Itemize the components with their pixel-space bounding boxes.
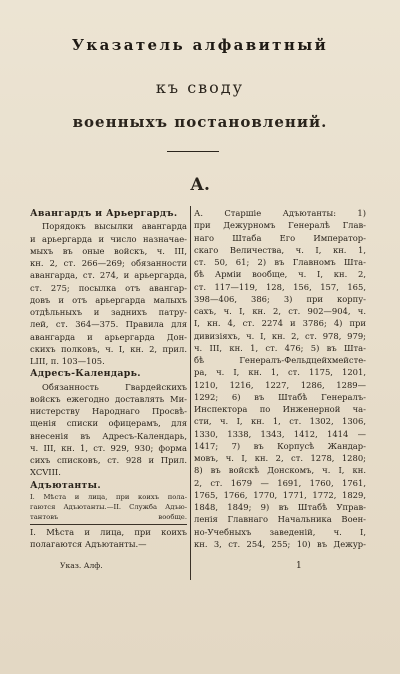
entry-text-line: ленія Главнаго Начальника Воен- — [194, 514, 366, 525]
entry-text-line: Обязанность Гвардейскихъ — [42, 381, 187, 392]
entry-text-line: и арьергарда и число назначае- — [30, 233, 187, 244]
entry-text-line: Инспектора по Инженерной ча- — [194, 404, 366, 414]
entry-text-line: мовъ, ч. I, кн. 2, ст. 1278, 1280; — [194, 453, 366, 463]
entry-text-line: при Дежурномъ Генералѣ Глав- — [194, 220, 366, 231]
entry-text-line: 1292; 6) въ Штабѣ Генералъ- — [194, 391, 366, 402]
entry-text-line: 1765, 1766, 1770, 1771, 1772, 1829, — [194, 489, 366, 500]
entry-text-line: Порядокъ высылки авангарда — [42, 221, 187, 232]
section-letter: А. — [190, 175, 210, 195]
entry-text-line: щенія списки офицерамъ, для — [30, 418, 187, 429]
entry-text-line: мыхъ въ оные войскъ, ч. III, — [30, 245, 187, 256]
entry-text-line: кн. 3, ст. 254, 255; 10) въ Дежур- — [194, 538, 366, 549]
entry-text-line: 2, ст. 1679 — 1691, 1760, 1761, — [194, 477, 366, 488]
entry-contents-line: I. Мѣста и лица, при коихъ пола- — [30, 492, 187, 501]
entry-text-line: 1848, 1849; 9) въ Штабѣ Управ- — [194, 502, 366, 512]
entry-text-line: лей, ст. 364—375. Правила для — [30, 319, 187, 330]
entry-text-line: I, кн. 4, ст. 2274 и 3786; 4) при — [194, 318, 366, 329]
title-rule — [167, 151, 219, 152]
entry-text-line: 1417; 7) въ Корпусѣ Жандар- — [194, 440, 366, 451]
entry-separator — [30, 524, 187, 525]
title-line-3: военныхъ постановлений. — [72, 113, 328, 131]
entry-text-line: 1330, 1338, 1343, 1412, 1414 — — [194, 428, 366, 439]
entry-text-line: ст. 275; посылка отъ авангар- — [30, 282, 187, 293]
page-number: 1 — [296, 561, 302, 571]
entry-text-line: бѣ Арміи вообще, ч. I, кн. 2, — [194, 269, 366, 280]
entry-text-line: довъ и отъ арьергарда малыхъ — [30, 294, 187, 305]
entry-contents-line: гаются Адъютанты.—II. Служба Адъю- — [30, 502, 187, 511]
entry-text-line: наго Штаба Его Император- — [194, 232, 366, 243]
entry-text-line: ч. III, кн. 1, ст. 929, 930; форма — [30, 442, 187, 453]
entry-text-line: 1210, 1216, 1227, 1286, 1289— — [194, 379, 366, 390]
entry-text-line: кн. 2, ст. 266—269; обязанности — [30, 258, 187, 268]
entry-text-line: авангарда, ст. 274, и арьергарда, — [30, 270, 187, 281]
entry-text-line: нистерству Народнаго Просвѣ- — [30, 406, 187, 416]
column-divider — [190, 206, 191, 580]
entry-text-line: но-Учебныхъ заведеній, ч. I, — [194, 526, 366, 537]
entry-text-line: 8) въ войскѣ Донскомъ, ч. I, кн. — [194, 465, 366, 476]
entry-text-line: LIII, п. 103—105. — [30, 356, 105, 366]
entry-contents-line: тантовъ вообще. — [30, 512, 187, 521]
entry-text-line: отдѣльныхъ и заднихъ патру- — [30, 307, 187, 317]
entry-text-line: сахъ, ч. I, кн. 2, ст. 902—904, ч. — [194, 306, 366, 316]
entry-text-line: I. Мѣста и лица, при коихъ — [30, 526, 187, 537]
entry-text-line: войскъ ежегодно доставлять Ми- — [30, 393, 187, 404]
entry-text-line: авангарда и арьергарда Дон- — [30, 331, 187, 342]
entry-text-line: внесенія въ Адресъ-Календарь, — [30, 430, 187, 441]
entry-text-line: скаго Величества, ч. I, кн. 1, — [194, 244, 366, 255]
entry-text-line: ч. III, кн. 1, ст. 476; 5) въ Шта- — [194, 342, 366, 353]
entry-text-line: полагаются Адъютанты.— — [30, 539, 147, 549]
title-line-1: Указатель алфавитный — [71, 36, 329, 54]
entry-text-line: сти, ч. I, кн. 1, ст. 1302, 1306, — [194, 416, 366, 427]
entry-text-line: дивизіяхъ, ч. I, кн. 2, ст. 978, 979; — [194, 330, 366, 341]
entry-text-line: ст. 117—119, 128, 156, 157, 165, — [194, 281, 366, 292]
entry-text-line: сихъ списковъ, ст. 928 и Прил. — [30, 455, 187, 465]
entry-text-line: скихъ полковъ, ч. I, кн. 2, прил. — [30, 343, 187, 354]
right-column — [194, 207, 366, 550]
left-column — [30, 207, 187, 550]
entry-text-line: XCVIII. — [30, 467, 61, 478]
footer-signature: Указ. Алф. — [60, 561, 103, 570]
entry-heading: Адъютанты. — [30, 479, 101, 491]
entry-text-line: бѣ Генералъ-Фельдцейхмейсте- — [194, 355, 366, 365]
entry-text-line: ра, ч. I, кн. 1, ст. 1175, 1201, — [194, 367, 366, 378]
entry-text-line: ст. 50, 61; 2) въ Главномъ Шта- — [194, 257, 366, 267]
entry-text-line: А. Старшіе Адъютанты: 1) — [194, 208, 366, 218]
title-line-2: къ своду — [155, 78, 245, 97]
entry-text-line: 398—406, 386; 3) при корпу- — [194, 293, 366, 304]
entry-heading: Авангардъ и Арьергардъ. — [30, 208, 178, 219]
entry-heading: Адресъ-Календарь. — [30, 368, 141, 380]
